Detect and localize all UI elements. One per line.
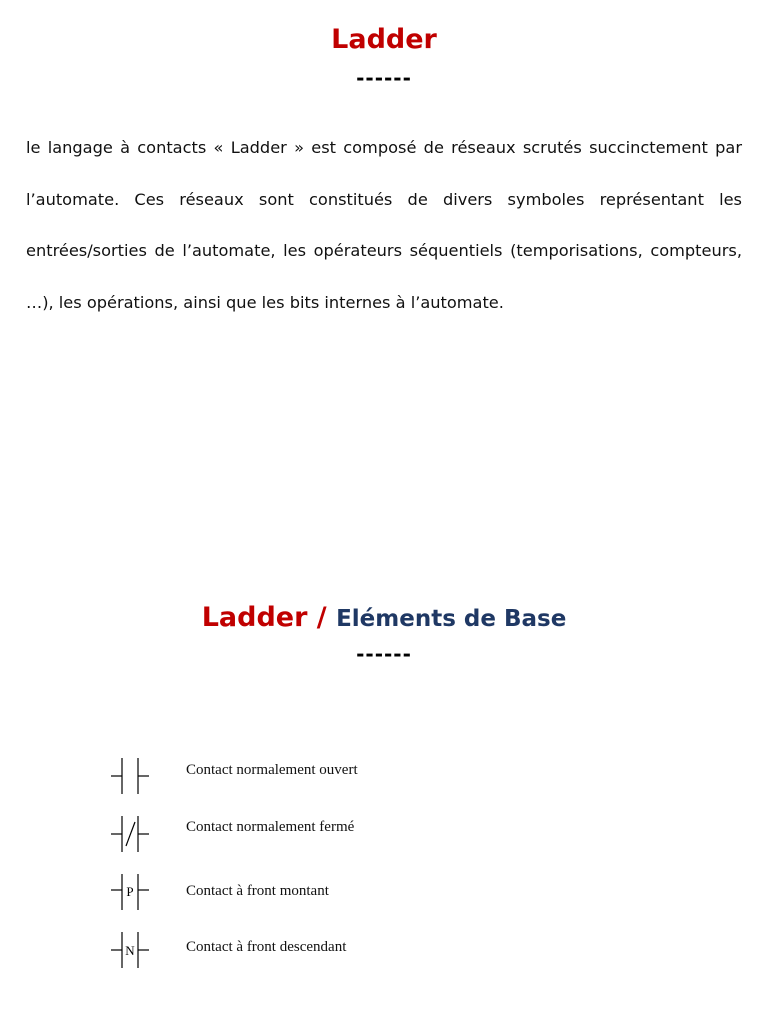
element-row-p: [108, 872, 508, 912]
title-dashes: ------: [356, 66, 412, 90]
element-label: Contact à front montant: [186, 883, 329, 899]
section-title-main: Ladder /: [201, 602, 327, 633]
contact-normally-open-icon: [108, 756, 150, 796]
contact-normally-closed-icon: [108, 814, 150, 854]
section-title: [0, 602, 768, 633]
symbol-letter: P: [126, 884, 134, 899]
contact-rising-edge-icon: [108, 872, 150, 912]
intro-paragraph: le langage à contacts « Ladder » est composé de réseaux scrutés succinctement par l’automate. Ces réseaux sont constitués de divers symboles représentant les entrées/sorties de l’automate, les opérateurs séquentiels (temporisations, compteurs, …), les opérations, ainsi que les bits internes à l’automate.: [26, 138, 742, 312]
element-row-nc: [108, 814, 508, 854]
element-label: Contact normalement fermé: [186, 819, 355, 835]
contact-falling-edge-icon: [108, 930, 150, 970]
page-title: Ladder: [331, 24, 437, 55]
element-label: Contact normalement ouvert: [186, 762, 358, 778]
element-row-no: [108, 756, 508, 796]
element-row-n: [108, 930, 508, 970]
element-label: Contact à front descendant: [186, 939, 347, 955]
section-dashes: ------: [356, 642, 412, 666]
symbol-letter: N: [125, 943, 135, 958]
section-title-sub: Eléments de Base: [336, 606, 567, 632]
